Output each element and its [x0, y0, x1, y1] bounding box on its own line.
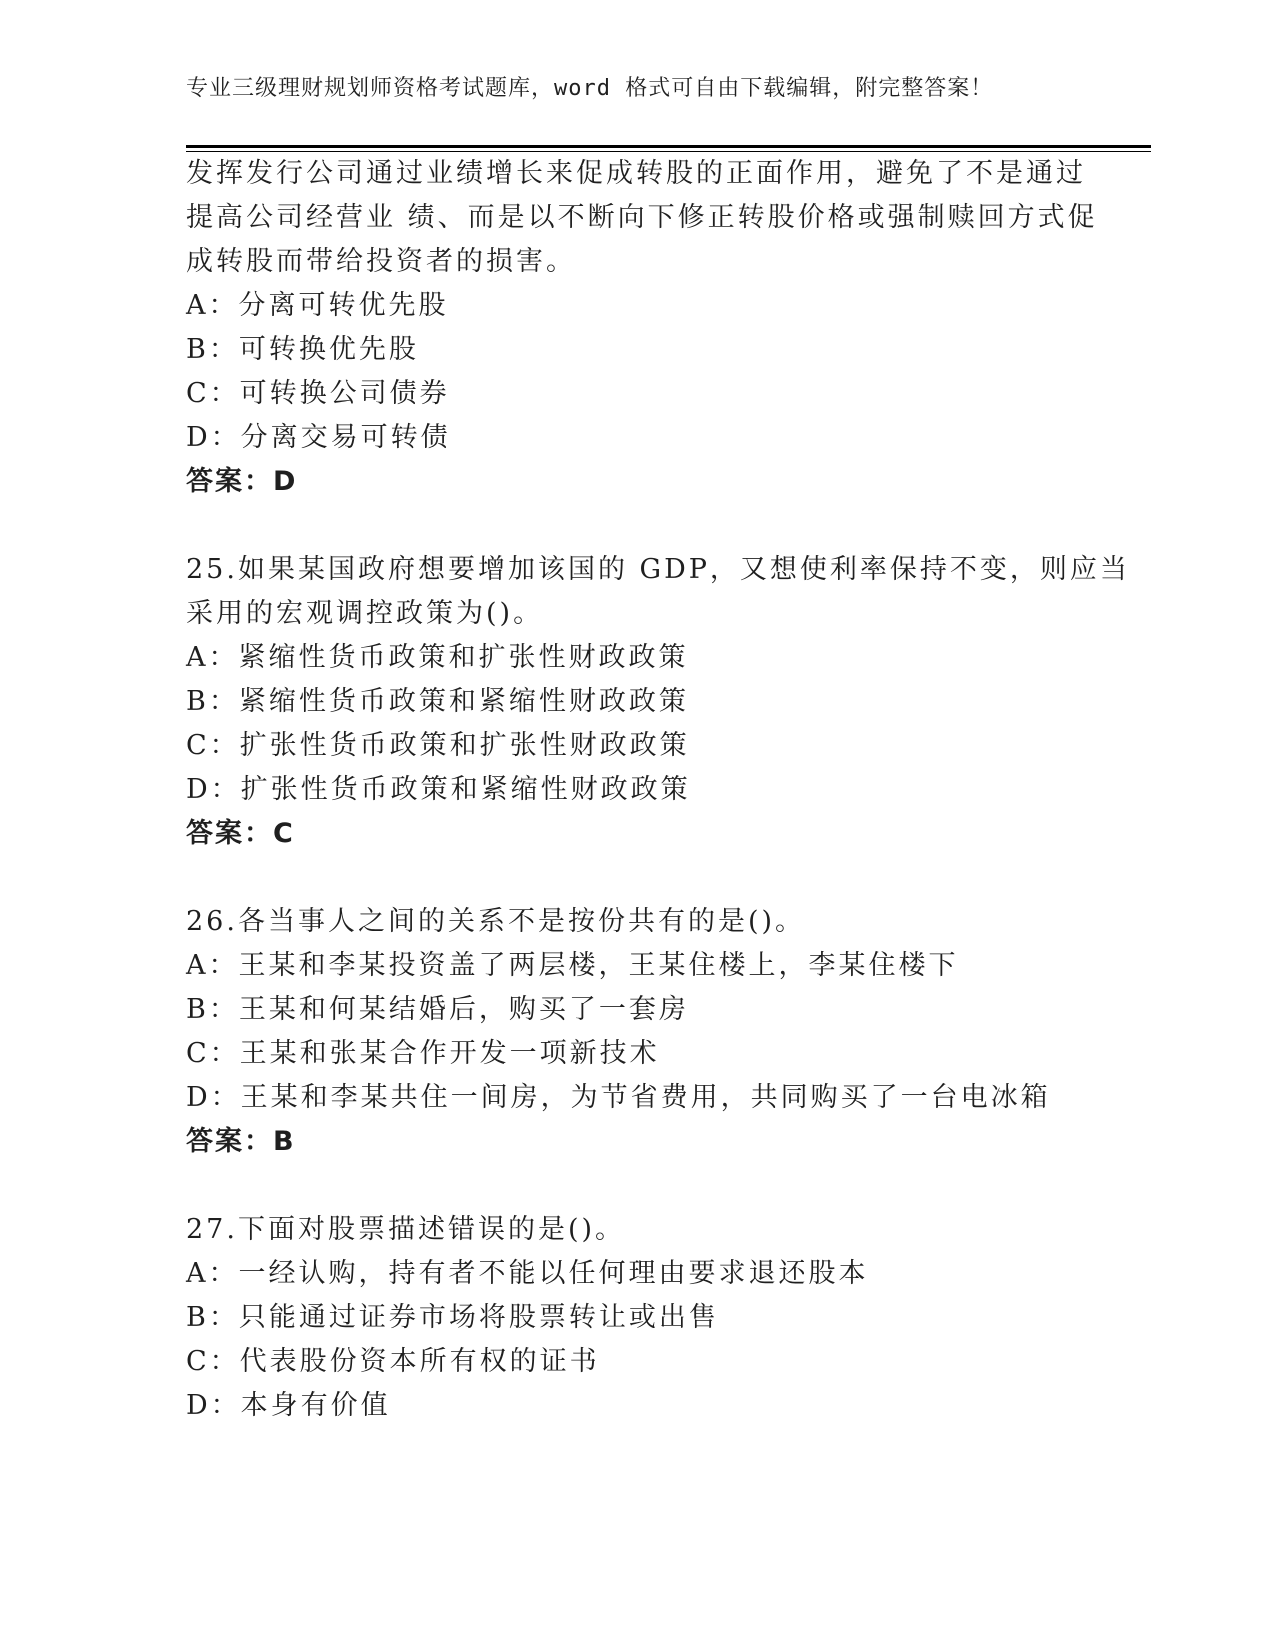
- option-c: C：可转换公司债券: [186, 378, 450, 409]
- question-text-line: 采用的宏观调控政策为()。: [186, 598, 544, 629]
- option-a: A：王某和李某投资盖了两层楼，王某住楼上，李某住楼下: [186, 950, 959, 981]
- option-b: B：可转换优先股: [186, 334, 419, 365]
- answer-line: 答案：D: [186, 466, 298, 497]
- header-rule-thin: [186, 151, 1151, 152]
- option-a: A：一经认购，持有者不能以任何理由要求退还股本: [186, 1258, 869, 1289]
- answer-line: 答案：B: [186, 1126, 296, 1157]
- question-text-line: 27.下面对股票描述错误的是()。: [186, 1214, 626, 1245]
- answer-line: 答案：C: [186, 818, 295, 849]
- page-header: 专业三级理财规划师资格考试题库，word 格式可自由下载编辑，附完整答案！: [186, 76, 994, 101]
- option-d: D：分离交易可转债: [186, 422, 451, 453]
- question-text-line: 25.如果某国政府想要增加该国的 GDP，又想使利率保持不变，则应当: [186, 554, 1130, 585]
- option-d: D：王某和李某共住一间房，为节省费用，共同购买了一台电冰箱: [186, 1082, 1051, 1113]
- option-b: B：只能通过证券市场将股票转让或出售: [186, 1302, 719, 1333]
- question-text-line: 26.各当事人之间的关系不是按份共有的是()。: [186, 906, 806, 937]
- option-d: D：本身有价值: [186, 1390, 391, 1421]
- header-rule-thick: [186, 145, 1151, 148]
- option-b: B：紧缩性货币政策和紧缩性财政政策: [186, 686, 689, 717]
- question-text-line: 发挥发行公司通过业绩增长来促成转股的正面作用，避免了不是通过: [186, 158, 1086, 189]
- option-c: C：代表股份资本所有权的证书: [186, 1346, 600, 1377]
- question-text-line: 提高公司经营业 绩、而是以不断向下修正转股价格或强制赎回方式促: [186, 202, 1098, 233]
- option-d: D：扩张性货币政策和紧缩性财政政策: [186, 774, 691, 805]
- question-text-line: 成转股而带给投资者的损害。: [186, 246, 576, 277]
- option-a: A：紧缩性货币政策和扩张性财政政策: [186, 642, 689, 673]
- option-c: C：王某和张某合作开发一项新技术: [186, 1038, 660, 1069]
- option-a: A：分离可转优先股: [186, 290, 449, 321]
- option-b: B：王某和何某结婚后，购买了一套房: [186, 994, 689, 1025]
- option-c: C：扩张性货币政策和扩张性财政政策: [186, 730, 690, 761]
